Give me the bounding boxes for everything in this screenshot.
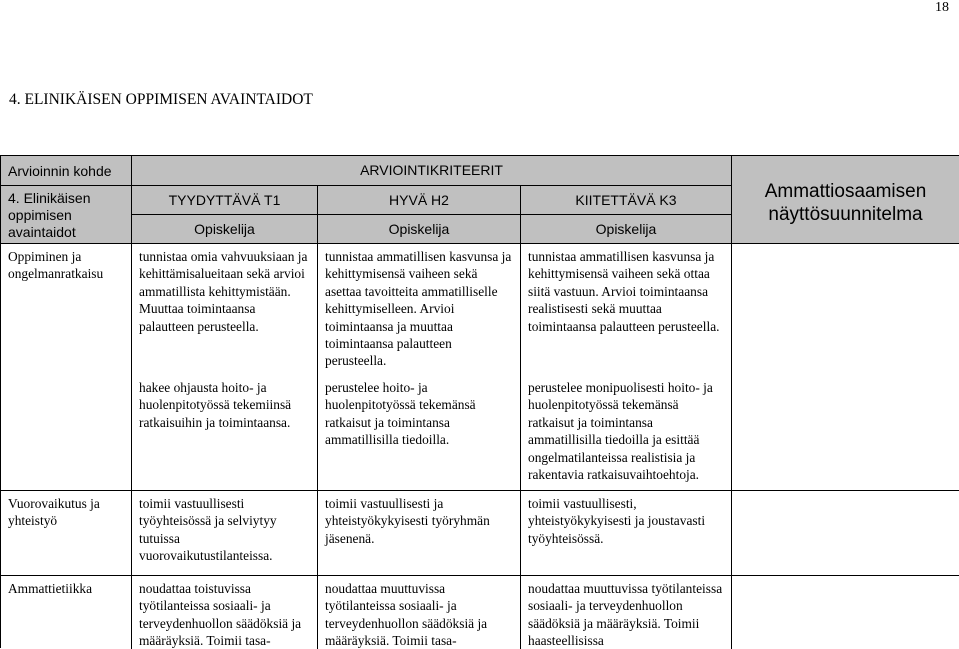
row1-plan-cell [732,244,959,491]
row1-t1-criteria: tunnistaa omia vahvuuksiaan ja kehittämisalueitaan sekä arvioi ammatillista kehittymistään. Muuttaa toimintaansa palautteen perusteella. [132,244,318,370]
row3-t1-criteria: noudattaa toistuvissa työtilanteissa sosiaali- ja terveydenhuollon säädöksiä ja määräyksiä. Toimii tasa- [132,576,318,649]
header-target-label: Arvioinnin kohde [1,156,132,186]
criteria-table [0,155,959,648]
header-student-k3: Opiskelija [521,215,732,244]
row-target-interaction: Vuorovaikutus ja yhteistyö [1,491,132,576]
section-heading: 4. ELINIKÄISEN OPPIMISEN AVAINTAIDOT [9,91,313,108]
row2-t1-criteria: toimii vastuullisesti työyhteisössä ja selviytyy tutuissa vuorovaikutustilanteissa. [132,491,318,576]
row3-plan-cell [732,576,959,649]
row3-k3-criteria: noudattaa muuttuvissa työtilanteissa sosiaali- ja terveydenhuollon säädöksiä ja määräyksiä. Toimii haasteellisissa [521,576,732,649]
header-criteria-title: ARVIOINTIKRITEERIT [132,156,732,186]
row3-h2-criteria: noudattaa muuttuvissa työtilanteissa sosiaali- ja terveydenhuollon säädöksiä ja määräyksiä. Toimii tasa- [318,576,521,649]
header-assessment-plan: Ammattiosaamisen näyttösuunnitelma [732,156,959,244]
row2-k3-criteria: toimii vastuullisesti, yhteistyökykyisesti ja joustavasti työyhteisössä. [521,491,732,576]
row1-h2-criteria-cont: perustelee hoito- ja huolenpitotyössä tekemänsä ratkaisut ja toimintansa ammatillisilla tiedoilla. [318,370,521,491]
header-level-t1: TYYDYTTÄVÄ T1 [132,186,318,215]
row1-h2-criteria: tunnistaa ammatillisen kasvunsa ja kehittymisensä vaiheen sekä asettaa tavoitteita ammatilliselle kehittymiselleen. Arvioi toimintaansa ja muuttaa toimintaansa palautteen perusteella. [318,244,521,370]
row1-k3-criteria: tunnistaa ammatillisen kasvunsa ja kehittymisensä vaiheen sekä ottaa siitä vastuun. Arvioi toimintaansa realistisesti sekä muuttaa toimintaansa palautteen perusteella. [521,244,732,370]
header-student-t1: Opiskelija [132,215,318,244]
header-level-k3: KIITETTÄVÄ K3 [521,186,732,215]
row-target-ethics: Ammattietiikka [1,576,132,649]
page-number: 18 [935,0,949,15]
row1-k3-criteria-cont: perustelee monipuolisesti hoito- ja huolenpitotyössä tekemänsä ratkaisut ja toimintansa ammatillisilla tiedoilla ja esittää ongelmatilanteissa realistisia ja rakentavia ratkaisuvaihtoehtoja. [521,370,732,491]
row2-plan-cell [732,491,959,576]
header-level-h2: HYVÄ H2 [318,186,521,215]
row1-t1-criteria-cont: hakee ohjausta hoito- ja huolenpitotyössä tekemiinsä ratkaisuihin ja toimintaansa. [132,370,318,491]
header-key-competence: 4. Elinikäisen oppimisen avaintaidot [1,186,132,244]
header-student-h2: Opiskelija [318,215,521,244]
row2-h2-criteria: toimii vastuullisesti ja yhteistyökykyisesti työryhmän jäsenenä. [318,491,521,576]
row-target-learning: Oppiminen ja ongelmanratkaisu [1,244,132,491]
